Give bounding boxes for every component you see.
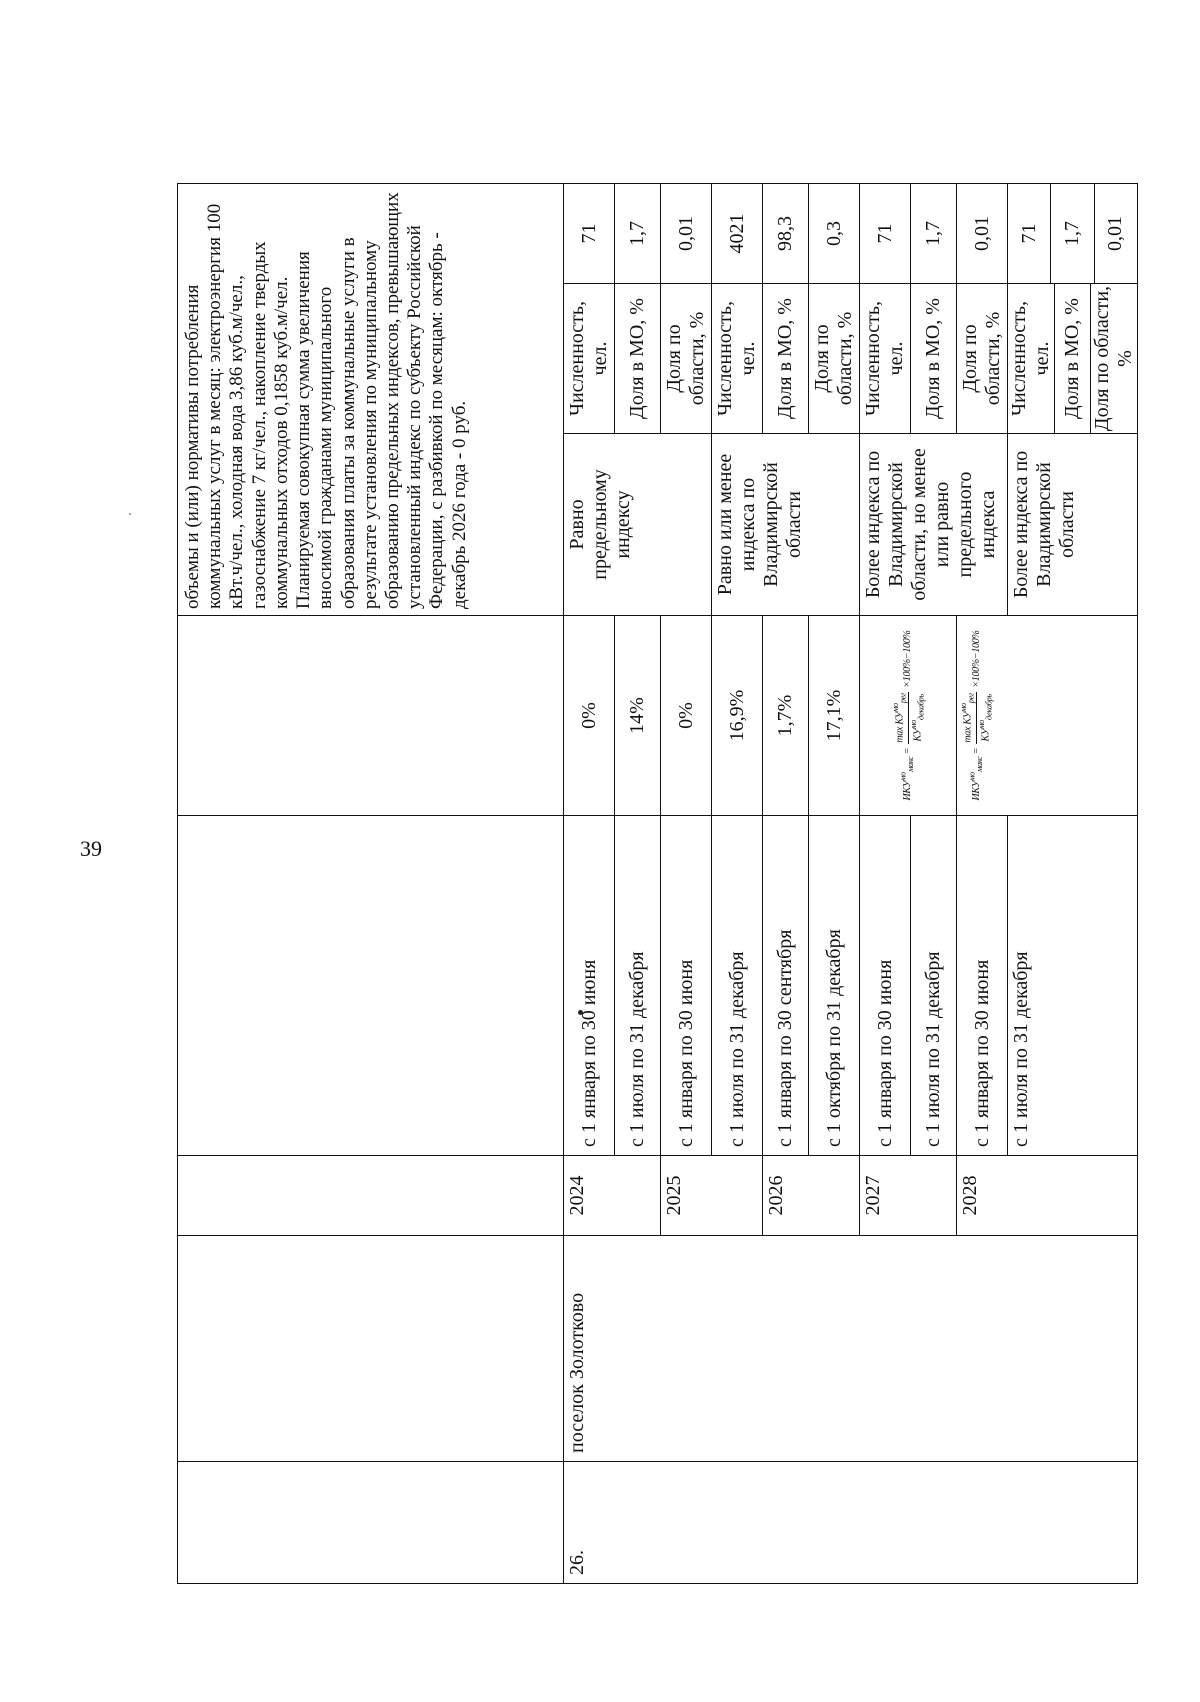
index-value: 17,1%	[809, 616, 860, 816]
metric-name: Численность, чел.	[712, 284, 763, 434]
metric-name: Численность, чел.	[860, 284, 911, 434]
blank-cell	[178, 1156, 564, 1236]
year-cell: 2027	[860, 1156, 957, 1236]
year-cell: 2025	[661, 1156, 763, 1236]
metric-value: 0,01	[1104, 216, 1127, 251]
metric-name: Доля в МО, %	[911, 284, 957, 434]
index-value: 16,9%	[712, 616, 763, 816]
metric-value: 0,3	[809, 183, 860, 283]
metric-name: Доля по области, %	[1091, 285, 1136, 432]
index-value: 0%	[564, 616, 615, 816]
metric-value: 0,01	[661, 183, 712, 283]
period-label: с 1 июля по 31 декабря	[615, 816, 661, 1156]
metric-name: Доля по области, %	[661, 284, 712, 434]
metric-name: Доля по области, %	[957, 284, 1008, 434]
metric-value: 98,3	[763, 183, 809, 283]
description-cell: объемы и (или) нормативы потребления коммунальных услуг в месяц: электроэнергия 100 кВт.ч/чел., холодная вода 3,86 куб.м/чел., газоснабжение 7 кг/чел., накопление твердых коммунальных отходов 0,1858 куб.м/чел. Планируемая совокупная сумма увеличения вносимой гражданами муниципального образования платы за коммунальные услуги в результате установления по муниципальному образованию предельных индексов, превышающих установленный индекс по субъекту Российской Федерации, с разбивкой по месяцам: октябрь - декабрь 2026 года - 0 руб.	[178, 183, 564, 615]
metric-name: Доля в МО, %	[1055, 284, 1091, 433]
table-row	[564, 183, 615, 1583]
metric-value: 1,7	[911, 183, 957, 283]
metric-name: Доля в МО, %	[615, 284, 661, 434]
period-label: с 1 января по 30 июня	[860, 816, 911, 1156]
metric-value-stack	[1008, 183, 1138, 283]
metric-name: Численность, чел.	[1008, 284, 1055, 433]
period-label: с 1 октября по 31 декабря	[809, 816, 860, 1156]
period-label: с 1 января по 30 сентября	[763, 816, 809, 1156]
period-label: с 1 января по 30 июня	[957, 816, 1008, 1156]
row-index: 26.	[564, 1462, 1138, 1584]
blank-cell	[178, 1462, 564, 1584]
page-number: 39	[80, 836, 102, 861]
metric-value: 1,7	[615, 183, 661, 283]
blank-cell	[178, 816, 564, 1156]
metric-name: Доля в МО, %	[763, 284, 809, 434]
rotated-table-sheet	[177, 184, 1136, 1584]
period-label: с 1 июля по 31 декабря	[911, 816, 957, 1156]
blank-cell	[178, 616, 564, 816]
group-label: Более индекса по Владимирской области	[1008, 434, 1138, 616]
period-label: с 1 июля по 31 декабря	[712, 816, 763, 1156]
metric-value: 4021	[712, 183, 763, 283]
scan-speck	[129, 513, 131, 515]
metric-name: Численность, чел.	[564, 284, 615, 434]
group-label: Более индекса по Владимирской области, но менее или равно предельного индекса	[860, 434, 1008, 616]
formula-cell	[957, 616, 1138, 816]
year-cell: 2028	[957, 1156, 1138, 1236]
settlement-name: поселок Золотково	[564, 1236, 1138, 1462]
group-label: Равно предельному индексу	[564, 434, 712, 616]
period-label: с 1 января по 30 июня	[661, 816, 712, 1156]
metric-value: 71	[564, 183, 615, 283]
metric-value: 71	[860, 183, 911, 283]
metric-value: 0,01	[957, 183, 1008, 283]
metric-name: Доля по области, %	[809, 284, 860, 434]
indices-table	[177, 183, 1138, 1584]
metric-stack	[1008, 284, 1138, 434]
index-value: 1,7%	[763, 616, 809, 816]
year-cell: 2024	[564, 1156, 661, 1236]
max-index-formula: $ИКУ^{мо}_{макс}$ = $\max КУ^{мо}_{рег}$ $КУ^{мо}_{декабрь}$ ×100%−100%	[959, 630, 994, 801]
max-index-formula: $ИКУ^{мо}_{макс}$ = $\max КУ^{мо}_{рег}$ $КУ^{мо}_{декабрь}$ ×100%−100%	[890, 630, 925, 801]
period-label: с 1 июля по 31 декабря	[1008, 816, 1138, 1156]
metric-value: 71	[1008, 184, 1051, 283]
formula-cell	[860, 616, 957, 816]
index-value: 0%	[661, 616, 712, 816]
year-cell: 2026	[763, 1156, 860, 1236]
header-continuation-row	[178, 183, 564, 1583]
metric-value: 1,7	[1051, 184, 1094, 283]
index-value: 14%	[615, 616, 661, 816]
blank-cell	[178, 1236, 564, 1462]
period-label: с 1 января по 30 июня	[564, 816, 615, 1156]
group-label: Равно или менее индекса по Владимирской области	[712, 434, 860, 616]
